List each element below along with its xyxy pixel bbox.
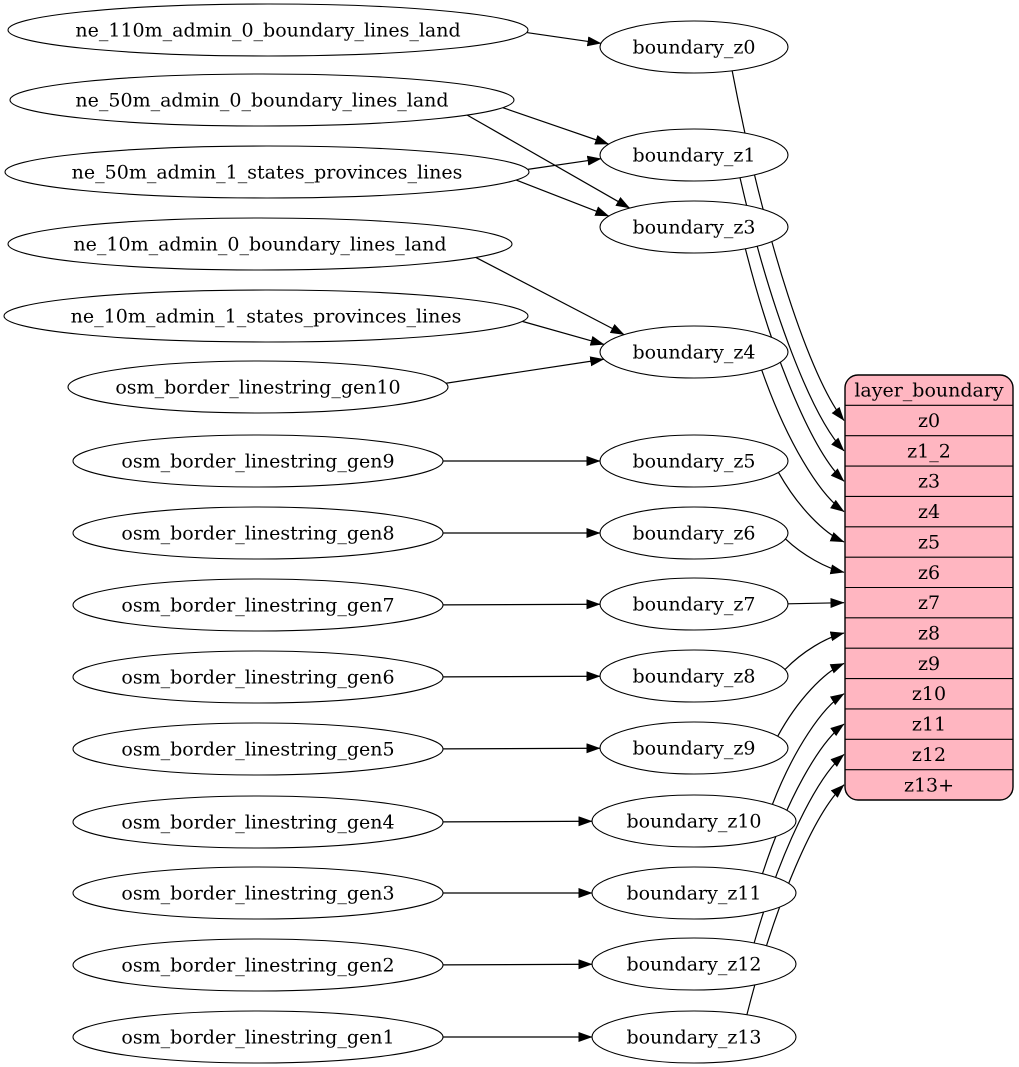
osm_border_linestring_gen8-label: osm_border_linestring_gen8 xyxy=(121,522,395,545)
edge-boundary_z7--layer_boundary-z7 xyxy=(788,603,844,604)
boundary_z9-label: boundary_z9 xyxy=(632,737,756,760)
table-row-z5: z5 xyxy=(917,531,941,554)
node-osm_border_linestring_gen7 xyxy=(73,579,443,631)
ne_110m_admin_0_boundary_lines_land-label: ne_110m_admin_0_boundary_lines_land xyxy=(75,19,461,42)
boundary_z0-label: boundary_z0 xyxy=(632,36,756,59)
table-row-z9: z9 xyxy=(917,652,941,675)
edge-osm_border_linestring_gen4--boundary_z10 xyxy=(443,821,592,822)
node-osm_border_linestring_gen9 xyxy=(73,435,443,487)
node-boundary_z5 xyxy=(600,435,788,487)
layer_boundary-title: layer_boundary xyxy=(854,379,1004,402)
boundary_z6-label: boundary_z6 xyxy=(632,522,756,545)
node-ne_110m_admin_0_boundary_lines_land xyxy=(8,4,528,56)
node-osm_border_linestring_gen2 xyxy=(73,939,443,991)
edge-osm_border_linestring_gen2--boundary_z12 xyxy=(443,964,592,965)
boundary_z1-label: boundary_z1 xyxy=(632,144,756,167)
node-boundary_z3 xyxy=(600,201,788,253)
osm_border_linestring_gen3-label: osm_border_linestring_gen3 xyxy=(121,882,395,905)
node-ne_10m_admin_0_boundary_lines_land xyxy=(8,218,512,270)
ne_50m_admin_0_boundary_lines_land-label: ne_50m_admin_0_boundary_lines_land xyxy=(75,89,449,112)
table-row-z11: z11 xyxy=(911,713,947,736)
osm_border_linestring_gen4-label: osm_border_linestring_gen4 xyxy=(121,811,395,834)
table-row-z12: z12 xyxy=(911,743,947,766)
node-osm_border_linestring_gen3 xyxy=(73,867,443,919)
boundary_z7-label: boundary_z7 xyxy=(632,593,756,616)
boundary_z10-label: boundary_z10 xyxy=(626,810,762,833)
node-boundary_z12 xyxy=(592,938,796,990)
table-row-z10: z10 xyxy=(911,683,947,706)
table-row-z8: z8 xyxy=(917,622,941,645)
ne_10m_admin_0_boundary_lines_land-label: ne_10m_admin_0_boundary_lines_land xyxy=(73,233,447,256)
node-osm_border_linestring_gen6 xyxy=(73,651,443,703)
node-ne_50m_admin_1_states_provinces_lines xyxy=(5,146,529,198)
ne_10m_admin_1_states_provinces_lines-label: ne_10m_admin_1_states_provinces_lines xyxy=(70,305,462,328)
edge-ne_110m_admin_0_boundary_lines_land--boundary_z0 xyxy=(527,33,601,44)
node-boundary_z7 xyxy=(600,578,788,630)
osm_border_linestring_gen6-label: osm_border_linestring_gen6 xyxy=(121,666,395,689)
node-boundary_z4 xyxy=(600,326,788,378)
node-boundary_z1 xyxy=(600,129,788,181)
edge-osm_border_linestring_gen7--boundary_z7 xyxy=(443,604,600,605)
table-row-z13+: z13+ xyxy=(903,774,955,797)
boundary_z3-label: boundary_z3 xyxy=(632,216,756,239)
node-osm_border_linestring_gen5 xyxy=(73,723,443,775)
osm_border_linestring_gen7-label: osm_border_linestring_gen7 xyxy=(121,594,395,617)
node-osm_border_linestring_gen1 xyxy=(73,1011,443,1063)
edge-boundary_z6--layer_boundary-z6 xyxy=(785,539,844,572)
node-boundary_z13 xyxy=(592,1011,796,1063)
node-boundary_z0 xyxy=(600,21,788,73)
edge-ne_10m_admin_1_states_provinces_lines--boundary_z4 xyxy=(522,321,604,344)
table-row-z4: z4 xyxy=(917,501,941,524)
node-ne_50m_admin_0_boundary_lines_land xyxy=(10,74,514,126)
table-row-z0: z0 xyxy=(917,409,941,432)
osm_border_linestring_gen10-label: osm_border_linestring_gen10 xyxy=(115,376,401,399)
edge-osm_border_linestring_gen10--boundary_z4 xyxy=(446,359,604,383)
node-boundary_z10 xyxy=(592,795,796,847)
boundary_z8-label: boundary_z8 xyxy=(632,665,756,688)
edge-boundary_z4--layer_boundary-z4 xyxy=(762,370,844,512)
table-row-z6: z6 xyxy=(917,561,941,584)
osm_border_linestring_gen1-label: osm_border_linestring_gen1 xyxy=(121,1026,395,1049)
node-osm_border_linestring_gen10 xyxy=(68,361,448,413)
table-row-z7: z7 xyxy=(917,592,941,615)
edge-osm_border_linestring_gen5--boundary_z9 xyxy=(443,748,600,749)
node-osm_border_linestring_gen8 xyxy=(73,507,443,559)
node-boundary_z11 xyxy=(592,867,796,919)
boundary_z12-label: boundary_z12 xyxy=(626,953,762,976)
node-boundary_z9 xyxy=(600,722,788,774)
osm_border_linestring_gen2-label: osm_border_linestring_gen2 xyxy=(121,954,395,977)
boundary_z13-label: boundary_z13 xyxy=(626,1026,762,1049)
edge-boundary_z8--layer_boundary-z8 xyxy=(785,633,844,669)
node-osm_border_linestring_gen4 xyxy=(73,796,443,848)
table-row-z3: z3 xyxy=(917,470,941,493)
boundary_z5-label: boundary_z5 xyxy=(632,450,756,473)
node-ne_10m_admin_1_states_provinces_lines xyxy=(4,290,528,342)
ne_50m_admin_1_states_provinces_lines-label: ne_50m_admin_1_states_provinces_lines xyxy=(71,161,463,184)
osm_border_linestring_gen5-label: osm_border_linestring_gen5 xyxy=(121,738,395,761)
node-boundary_z8 xyxy=(600,650,788,702)
osm_border_linestring_gen9-label: osm_border_linestring_gen9 xyxy=(121,450,395,473)
edge-ne_50m_admin_0_boundary_lines_land--boundary_z1 xyxy=(503,108,609,144)
boundary_z11-label: boundary_z11 xyxy=(626,882,762,905)
edge-ne_50m_admin_1_states_provinces_lines--boundary_z1 xyxy=(528,159,601,170)
table-layer_boundary xyxy=(845,375,1013,800)
edge-boundary_z12--layer_boundary-z12 xyxy=(754,754,844,943)
boundary_z4-label: boundary_z4 xyxy=(632,341,756,364)
edge-ne_50m_admin_1_states_provinces_lines--boundary_z3 xyxy=(516,180,609,216)
stage-nodes xyxy=(592,21,796,1063)
node-boundary_z6 xyxy=(600,507,788,559)
edge-osm_border_linestring_gen6--boundary_z8 xyxy=(443,676,600,677)
table-row-z1_2: z1_2 xyxy=(907,440,951,463)
